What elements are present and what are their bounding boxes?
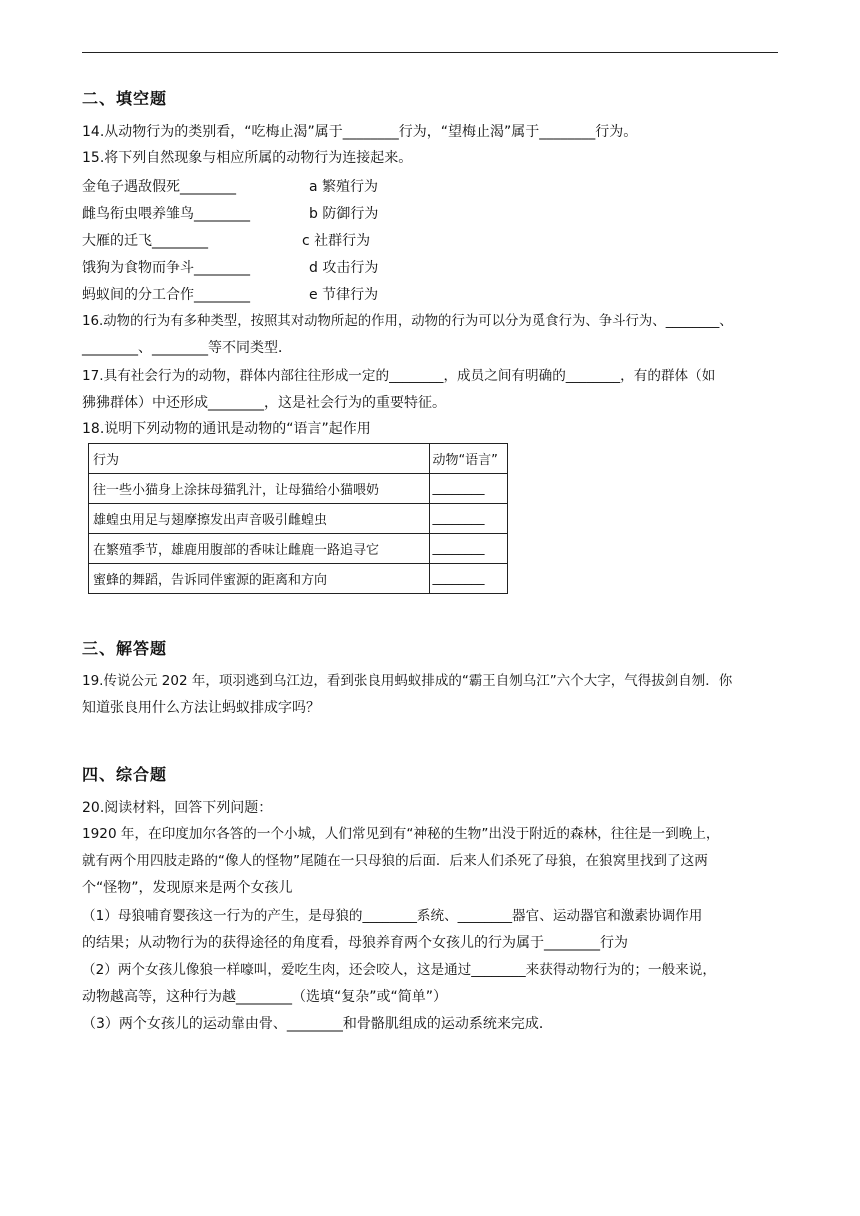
q15-option: a 繁殖行为 [309,179,379,195]
table-cell: 蜜蜂的舞蹈，告诉同伴蜜源的距离和方向 [89,564,430,594]
table-row [89,504,508,534]
question-16-line2: ________、________等不同类型． [82,340,292,356]
table-row [89,564,508,594]
question-17-line1: 17.具有社会行为的动物，群体内部往往形成一定的________，成员之间有明确的________，有的群体（如 [82,368,716,384]
subquestion-1-line2: 的结果；从动物行为的获得途径的角度看，母狼养育两个女孩儿的行为属于________行为 [82,935,628,951]
communication-table [88,443,508,594]
q15-left-item: 蚂蚁间的分工合作________ [82,287,250,303]
table-row [89,474,508,504]
question-19-line2: 知道张良用什么方法让蚂蚁排成字吗？ [82,700,320,716]
section-title-comprehensive: 四、综合题 [82,765,168,784]
top-rule [82,52,778,53]
table-cell: ________ [430,564,508,594]
subquestion-3: （3）两个女孩儿的运动靠由骨、________和骨骼肌组成的运动系统来完成． [82,1016,553,1032]
question-16-line1: 16.动物的行为有多种类型，按照其对动物所起的作用，动物的行为可以分为觅食行为、争斗行为、________、 [82,314,733,329]
question-17-line2: 狒狒群体）中还形成________，这是社会行为的重要特征。 [82,395,446,411]
table-cell: 在繁殖季节，雄鹿用腹部的香味让雌鹿一路追寻它 [89,534,430,564]
q15-left-item: 大雁的迁飞________ [82,233,208,249]
material-line: 就有两个用四肢走路的“像人的怪物”尾随在一只母狼的后面．后来人们杀死了母狼，在狼窝里找到了这两 [82,853,708,869]
q15-left-item: 饿狗为食物而争斗________ [82,260,250,276]
table-row [89,534,508,564]
q15-option: e 节律行为 [309,287,379,303]
q15-left-item: 金龟子遇敌假死________ [82,179,236,195]
q15-option: c 社群行为 [302,233,371,249]
question-20-stem: 20.阅读材料，回答下列问题： [82,800,273,816]
q15-option: d 攻击行为 [309,260,379,276]
q15-option: b 防御行为 [309,206,379,222]
table-header-row [89,444,508,474]
question-18-stem: 18.说明下列动物的通讯是动物的“语言”起作用 [82,421,371,437]
section-title-fill-blank: 二、填空题 [82,89,168,108]
subquestion-2-line2: 动物越高等，这种行为越________（选填“复杂”或“简单”） [82,989,448,1005]
material-line: 个“怪物”，发现原来是两个女孩儿 [82,880,293,896]
table-header-cell: 行为 [89,444,430,474]
table-cell: ________ [430,504,508,534]
table-cell: ________ [430,474,508,504]
question-15-stem: 15.将下列自然现象与相应所属的动物行为连接起来。 [82,150,413,166]
section-title-answer: 三、解答题 [82,639,168,658]
table-header-cell: 动物“语言” [430,444,508,474]
table-cell: 往一些小猫身上涂抹母猫乳汁，让母猫给小猫喂奶 [89,474,430,504]
subquestion-1-line1: （1）母狼哺育婴孩这一行为的产生，是母狼的________系统、________器官、运动器官和激素协调作用 [82,908,703,924]
q15-left-item: 雌鸟衔虫喂养雏鸟________ [82,206,250,222]
question-14: 14.从动物行为的类别看，“吃梅止渴”属于________行为，“望梅止渴”属于________行为。 [82,124,638,140]
subquestion-2-line1: （2）两个女孩儿像狼一样嚎叫，爱吃生肉，还会咬人，这是通过________来获得动物行为的；一般来说， [82,962,716,978]
table-cell: ________ [430,534,508,564]
table-cell: 雄蝗虫用足与翅摩擦发出声音吸引雌蝗虫 [89,504,430,534]
material-line: 1920 年，在印度加尔各答的一个小城，人们常见到有“神秘的生物”出没于附近的森林，往往是一到晚上， [82,826,720,842]
question-19-line1: 19.传说公元 202 年，项羽逃到乌江边，看到张良用蚂蚁排成的“霸王自刎乌江”六个大字，气得拔剑自刎．你 [82,673,733,689]
